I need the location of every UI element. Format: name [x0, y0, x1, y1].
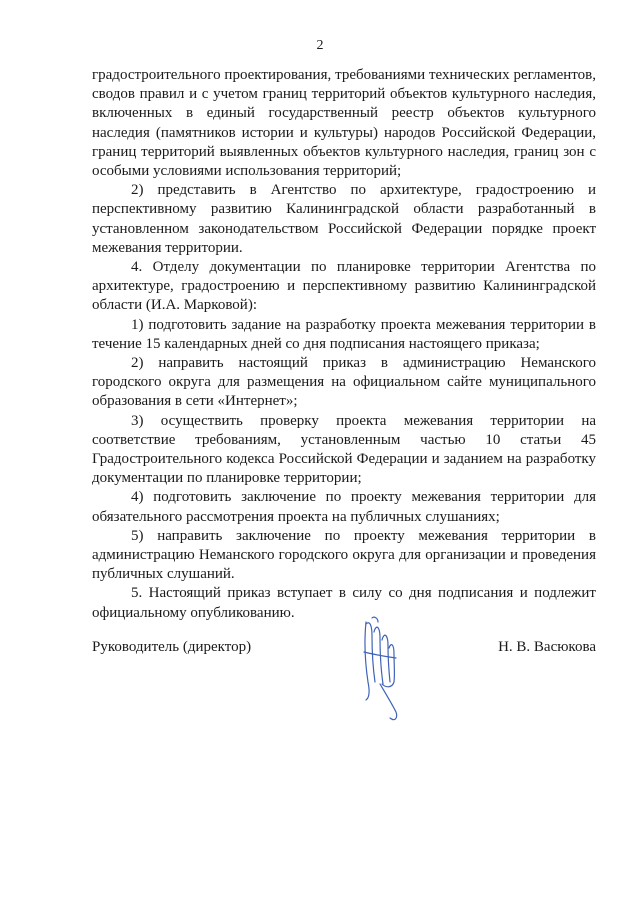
paragraph-4-1: 1) подготовить задание на разработку проекта межевания территории в течение 15 календарных дней со дня подписания настоящего приказа;	[92, 316, 596, 352]
paragraph-4-3: 3) осуществить проверку проекта межевания территории на соответствие требованиям, установленным частью 10 статьи 45 Градостроительного кодекса Российской Федерации и заданием на разработку документации по планировке территории;	[92, 412, 596, 487]
paragraph-continuation: градостроительного проектирования, требованиями технических регламентов, сводов правил и с учетом границ территорий объектов культурного наследия, включенных в единый государственный реестр объектов культурного наследия (памятников истории и культуры) народов Российской Федерации, границ территорий выявленных объектов культурного наследия, границ зон с особыми условиями использования территорий;	[92, 67, 596, 180]
handwritten-signature	[352, 612, 412, 724]
document-body	[92, 66, 596, 623]
paragraph-4-4: 4) подготовить заключение по проекту межевания территории для обязательного рассмотрения проекта на публичных слушаниях;	[92, 489, 596, 525]
paragraph-4-5: 5) направить заключение по проекту межевания территории в администрацию Неманского городского округа для организации и проведения публичных слушаний.	[92, 527, 596, 583]
paragraph-item-2-submit: 2) представить в Агентство по архитектуре, градостроению и перспективному развитию Калининградской области разработанный в установленном законодательством Российской Федерации порядке проект межевания территории.	[92, 182, 596, 256]
page-number: 2	[316, 38, 324, 53]
signatory-name: Н. В. Васюкова	[498, 639, 596, 655]
paragraph-section-4: 4. Отделу документации по планировке территории Агентства по архитектуре, градостроению и перспективному развитию Калининградской области (И.А. Марковой):	[92, 259, 596, 314]
paragraph-4-2: 2) направить настоящий приказ в администрацию Неманского городского округа для размещения на официальном сайте муниципального образования в сети «Интернет»;	[92, 355, 596, 410]
paragraph-section-5: 5. Настоящий приказ вступает в силу со дня подписания и подлежит официальному опубликованию.	[92, 585, 596, 621]
signatory-title: Руководитель (директор)	[92, 639, 252, 655]
